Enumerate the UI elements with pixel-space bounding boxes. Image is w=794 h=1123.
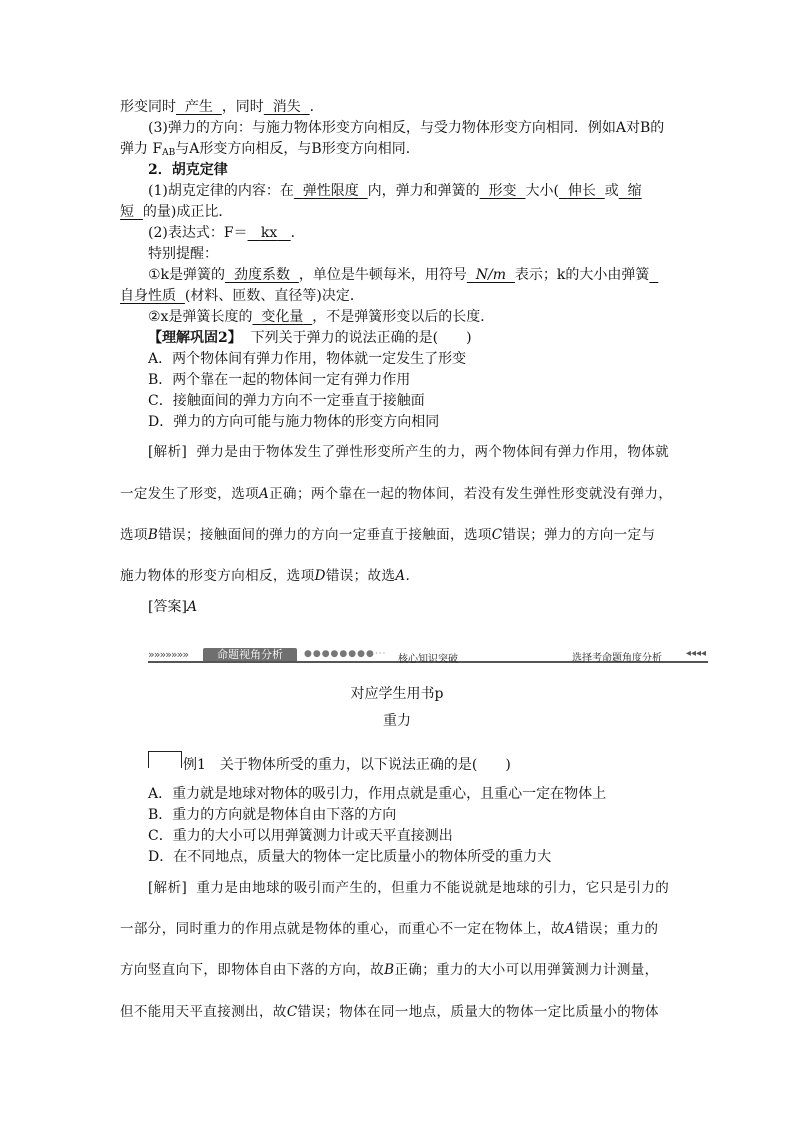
analysis-line: 施力物体的形变方向相反，选项D错误；故选A. bbox=[120, 568, 411, 584]
text-line: (1)胡克定律的内容：在 弹性限度 内，弹力和弹簧的 形变 大小( 伸长 或 缩 bbox=[148, 183, 642, 199]
student-book-ref: 对应学生用书p bbox=[350, 686, 444, 702]
dot-trail-icon: ●●●●●●●●··· bbox=[304, 649, 387, 659]
option-b: B．重力的方向就是物体自由下落的方向 bbox=[148, 807, 397, 823]
question-stem: 【理解巩固2】 下列关于弹力的说法正确的是( ) bbox=[148, 330, 472, 346]
option-d: D．在不同地点，质量大的物体一定比质量小的物体所受的重力大 bbox=[148, 849, 552, 865]
analysis-line: 方向竖直向下，即物体自由下落的方向，故B正确；重力的大小可以用弹簧测力计测量， bbox=[120, 962, 659, 978]
option-a: A．两个物体间有弹力作用，物体就一定发生了形变 bbox=[148, 351, 467, 367]
analysis-line: 一定发生了形变，选项A正确；两个靠在一起的物体间，若没有发生弹性形变就没有弹力， bbox=[120, 486, 673, 502]
banner-mid-label: 核心知识突破 bbox=[398, 654, 458, 665]
double-arrow-right-icon: »»»»»»» bbox=[148, 648, 189, 661]
banner-tag: 命题视角分析 bbox=[203, 648, 297, 661]
analysis-line: 但不能用天平直接测出，故C错误；物体在同一地点，质量大的物体一定比质量小的物体 bbox=[120, 1004, 659, 1020]
text-line: (3)弹力的方向：与施力物体形变方向相反，与受力物体形变方向相同．例如A对B的 bbox=[148, 120, 665, 136]
option-a: A．重力就是地球对物体的吸引力，作用点就是重心，且重心一定在物体上 bbox=[148, 786, 607, 802]
text-line: 短 的量)成正比． bbox=[120, 204, 233, 220]
text-line: ①k是弹簧的 劲度系数 ，单位是牛顿每米，用符号 N/m 表示；k的大小由弹簧 bbox=[148, 267, 650, 283]
analysis-line: 一部分，同时重力的作用点就是物体的重心，而重心不一定在物体上，故A错误；重力的 bbox=[120, 921, 659, 937]
example-bracket-icon bbox=[148, 751, 182, 768]
section-title: 重力 bbox=[383, 713, 411, 729]
answer-line: [答案]A bbox=[148, 599, 198, 615]
text-line: 自身性质 (材料、匝数、直径等)决定． bbox=[120, 288, 364, 304]
analysis-line: [解析] 重力是由地球的吸引而产生的，但重力不能说就是地球的引力，它只是引力的 bbox=[148, 880, 670, 896]
section-heading: 2．胡克定律 bbox=[148, 162, 228, 178]
example-stem: 例1 关于物体所受的重力，以下说法正确的是( ) bbox=[183, 757, 511, 773]
text-line: ②x是弹簧长度的 变化量 ，不是弹簧形变以后的长度． bbox=[148, 309, 495, 325]
option-c: C．接触面间的弹力方向不一定垂直于接触面 bbox=[148, 393, 425, 409]
banner-right-label: 选择考命题角度分析 bbox=[572, 653, 662, 664]
arrow-left-icon: ◂◂◂◂ bbox=[685, 648, 706, 659]
analysis-line: 选项B错误；接触面间的弹力的方向一定垂直于接触面，选项C错误；弹力的方向一定与 bbox=[120, 527, 656, 543]
section-banner bbox=[148, 648, 708, 664]
option-b: B．两个靠在一起的物体间一定有弹力作用 bbox=[148, 372, 411, 388]
text-line: (2)表达式：F＝ kx ． bbox=[148, 225, 305, 241]
text-line: 弹力 $F_{AB}$与A形变方向相反，与B形变方向相同． bbox=[120, 141, 420, 158]
text-line: 形变同时 产生 ，同时 消失 ． bbox=[120, 99, 324, 115]
text-line: 特别提醒： bbox=[148, 246, 218, 262]
analysis-line: [解析] 弹力是由于物体发生了弹性形变所产生的力，两个物体间有弹力作用，物体就 bbox=[148, 444, 670, 460]
option-d: D．弹力的方向可能与施力物体的形变方向相同 bbox=[148, 414, 440, 430]
option-c: C．重力的大小可以用弹簧测力计或天平直接测出 bbox=[148, 828, 453, 844]
